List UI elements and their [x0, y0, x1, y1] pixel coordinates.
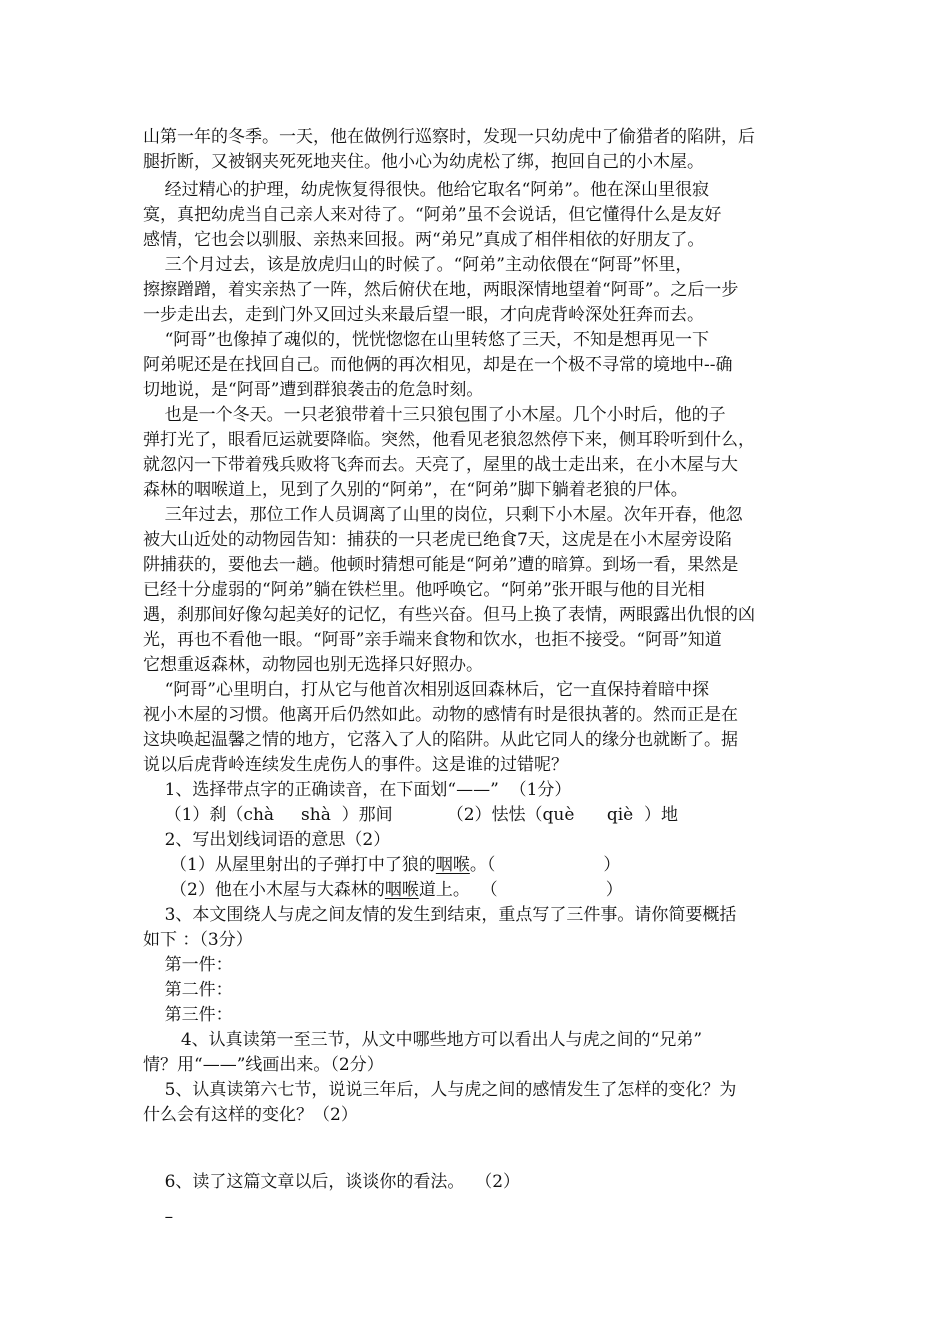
- passage-line: 也是一个冬天。一只老狼带着十三只狼包围了小木屋。几个小时后，他的子: [143, 405, 726, 425]
- answer-blank: 。（ ）: [469, 855, 621, 875]
- passage-line: 遇，刹那间好像勾起美好的记忆，有些兴奋。但马上换了表情，两眼露出仇恨的凶: [143, 605, 755, 625]
- passage-line: 弹打光了，眼看厄运就要降临。突然，他看见老狼忽然停下来，侧耳聆听到什么，: [143, 430, 755, 450]
- answer-line-third: 第三件：: [143, 1005, 233, 1025]
- question-4: 4、认真读第一至三节，从文中哪些地方可以看出人与虎之间的“兄弟”: [143, 1030, 703, 1050]
- question-3: 3、本文围绕人与虎之间友情的发生到结束，重点写了三件事。请你简要概括: [143, 905, 737, 925]
- answer-line-first: 第一件：: [143, 955, 233, 975]
- passage-line: 已经十分虚弱的“阿弟”躺在铁栏里。他呼唤它。“阿弟”张开眼与他的目光相: [143, 580, 705, 600]
- passage-line: 一步走出去，走到门外又回过头来最后望一眼，才向虎背岭深处狂奔而去。: [143, 305, 704, 325]
- stray-dash: –: [143, 1207, 174, 1227]
- passage-line: 光，再也不看他一眼。“阿哥”亲手端来食物和饮水，也拒不接受。“阿哥”知道: [143, 630, 722, 650]
- passage-line: 视小木屋的习惯。他离开后仍然如此。动物的感情有时是很执著的。然而正是在: [143, 705, 738, 725]
- passage-line: 阱捕获的，要他去一趟。他顿时猜想可能是“阿弟”遭的暗算。到场一看，果然是: [143, 555, 739, 575]
- question-2-item-2-text: （2）他在小木屋与大森林的: [143, 880, 385, 900]
- question-5: 5、认真读第六七节，说说三年后，人与虎之间的感情发生了怎样的变化？为: [143, 1080, 737, 1100]
- underlined-word: 咽喉: [384, 880, 419, 900]
- passage-line: 切地说，是“阿哥”遭到群狼袭击的危急时刻。: [143, 380, 484, 400]
- question-5-cont: 什么会有这样的变化？（2）: [143, 1105, 358, 1125]
- passage-line: 说以后虎背岭连续发生虎伤人的事件。这是谁的过错呢？: [143, 755, 568, 775]
- question-3-cont: 如下 ：（3分）: [143, 930, 253, 950]
- passage-line: 三个月过去，该是放虎归山的时候了。“阿弟”主动依偎在“阿哥”怀里，: [143, 255, 693, 275]
- answer-line-second: 第二件：: [143, 980, 233, 1000]
- passage-line: 被大山近处的动物园告知：捕获的一只老虎已绝食7天，这虎是在小木屋旁设陷: [143, 530, 732, 550]
- question-2-item-1-text: （1）从屋里射出的子弹打中了狼的: [143, 855, 436, 875]
- question-2-item-2: [143, 878, 623, 902]
- passage-line: 腿折断，又被钢夹死死地夹住。他小心为幼虎松了绑，抱回自己的小木屋。: [143, 152, 704, 172]
- passage-line: 森林的咽喉道上，见到了久别的“阿弟”，在“阿弟”脚下躺着老狼的尸体。: [143, 480, 688, 500]
- passage-line: 阿弟呢还是在找回自己。而他俩的再次相见，却是在一个极不寻常的境地中--确: [143, 355, 733, 375]
- question-6: 6、读了这篇文章以后，谈谈你的看法。 （2）: [143, 1172, 521, 1192]
- question-4-cont: 情？用“——”线画出来。（2分）: [143, 1055, 384, 1075]
- passage-line: 就忽闪一下带着残兵败将飞奔而去。天亮了，屋里的战士走出来，在小木屋与大: [143, 455, 738, 475]
- passage-line: 山第一年的冬季。一天，他在做例行巡察时，发现一只幼虎中了偷猎者的陷阱，后: [143, 127, 755, 147]
- question-2-item-1: [143, 853, 620, 877]
- question-1-options: （1）刹（chà shà ）那间 （2）怯怯（què qiè ）地: [143, 805, 679, 825]
- passage-line: “阿哥”也像掉了魂似的，恍恍惚惚在山里转悠了三天，不知是想再见一下: [143, 330, 709, 350]
- question-1: 1、选择带点字的正确读音，在下面划“——” （1分）: [143, 780, 572, 800]
- passage-line: “阿哥”心里明白，打从它与他首次相别返回森林后，它一直保持着暗中探: [143, 680, 709, 700]
- passage-line: 擦擦蹭蹭，着实亲热了一阵，然后俯伏在地，两眼深情地望着“阿哥”。之后一步: [143, 280, 739, 300]
- passage-line: 这块唤起温馨之情的地方，它落入了人的陷阱。从此它同人的缘分也就断了。据: [143, 730, 738, 750]
- answer-blank: 道上。 （ ）: [418, 880, 623, 900]
- passage-line: 它想重返森林，动物园也别无选择只好照办。: [143, 655, 483, 675]
- underlined-word: 咽喉: [435, 855, 470, 875]
- passage-line: 三年过去，那位工作人员调离了山里的岗位，只剩下小木屋。次年开春，他忽: [143, 505, 743, 525]
- passage-line: 经过精心的护理，幼虎恢复得很快。他给它取名“阿弟”。他在深山里很寂: [143, 180, 709, 200]
- question-2: 2、写出划线词语的意思（2）: [143, 830, 391, 850]
- passage-line: 寞，真把幼虎当自己亲人来对待了。“阿弟”虽不会说话，但它懂得什么是友好: [143, 205, 722, 225]
- passage-line: 感情，它也会以驯服、亲热来回报。两“弟兄”真成了相伴相依的好朋友了。: [143, 230, 705, 250]
